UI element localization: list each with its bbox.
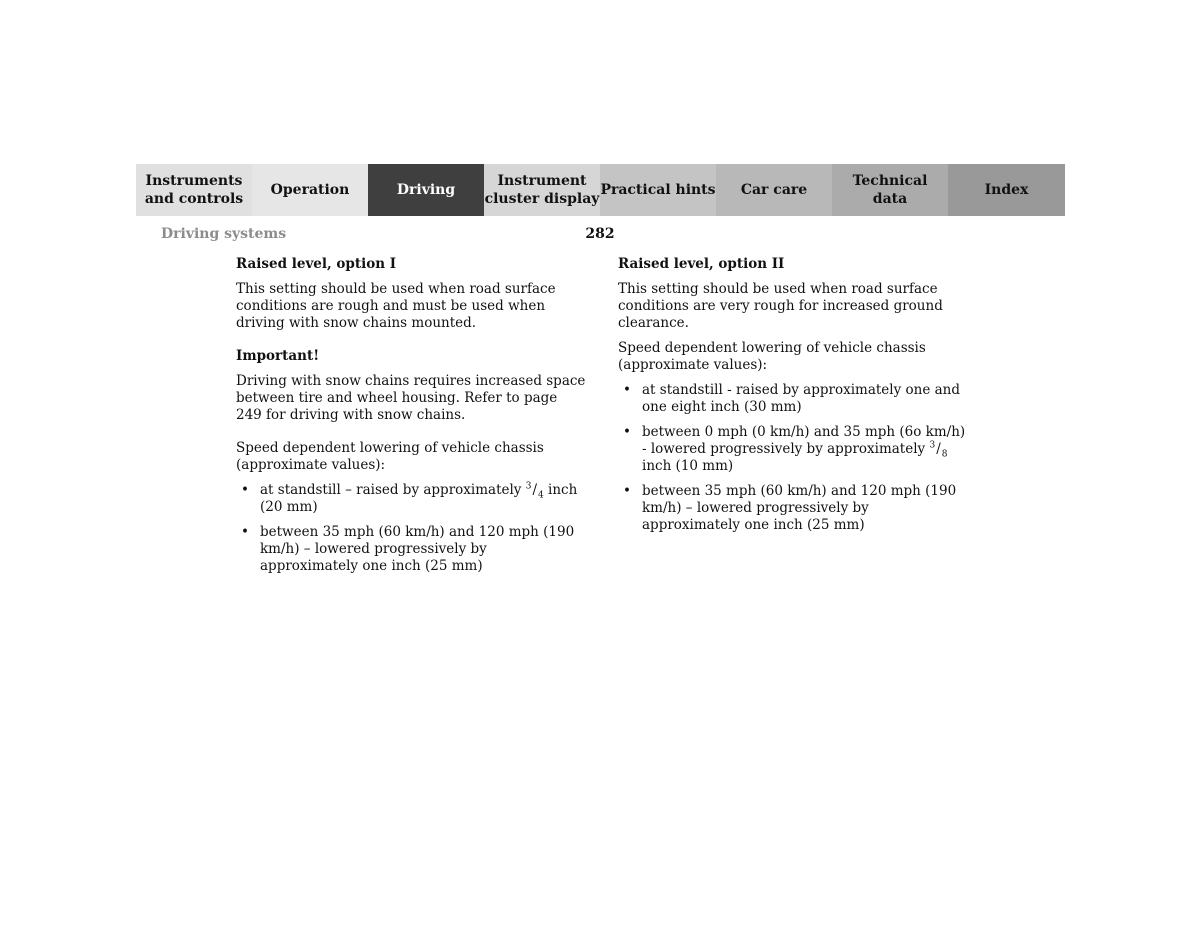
paragraph: Speed dependent lowering of vehicle chassis (approximate values):: [236, 440, 544, 473]
list-item: • between 0 mph (0 km/h) and 35 mph (6o km/h) - lowered progressively by approximately $^3/_8$ inch (10 mm): [623, 424, 966, 474]
bullet-icon: •: [623, 382, 631, 398]
paragraph: This setting should be used when road surface conditions are very rough for increased ground clearance.: [618, 281, 943, 331]
left-column: [236, 256, 586, 583]
bullet-list: [236, 482, 586, 575]
fraction: $^3/_8$: [929, 440, 948, 460]
heading-raised-level-option-2: Raised level, option II: [618, 256, 785, 272]
right-column: [618, 256, 968, 542]
bullet-icon: •: [241, 482, 249, 498]
bullet-list: [618, 382, 968, 534]
section-title: Driving systems: [161, 226, 287, 242]
paragraph: Driving with snow chains requires increased space between tire and wheel housing. Refer to page 249 for driving with snow chains.: [236, 373, 586, 423]
tab-label: Operation: [270, 182, 350, 198]
paragraph: Speed dependent lowering of vehicle chassis (approximate values):: [618, 340, 926, 373]
tab-label: Instruments and controls: [144, 173, 244, 207]
fraction: $^3/_4$: [525, 481, 544, 501]
list-item: • at standstill – raised by approximately $^3/_4$ inch (20 mm): [241, 481, 578, 515]
tab-label: Car care: [740, 182, 808, 198]
bullet-icon: •: [623, 424, 631, 440]
bullet-icon: •: [623, 483, 631, 499]
tab-label: Driving: [396, 182, 456, 198]
bullet-icon: •: [241, 524, 249, 540]
tab-car-care[interactable]: [716, 164, 832, 216]
tab-instruments-and-controls[interactable]: [136, 164, 252, 216]
tab-label: Index: [984, 182, 1029, 198]
heading-important: Important!: [236, 348, 320, 364]
tab-index[interactable]: [948, 164, 1065, 216]
tab-technical-data[interactable]: [832, 164, 948, 216]
chapter-tab-bar: [136, 164, 1065, 216]
tab-label: Technical data: [852, 173, 928, 207]
tab-instrument-cluster-display[interactable]: [484, 164, 600, 216]
heading-raised-level-option-1: Raised level, option I: [236, 256, 397, 272]
list-item: • between 35 mph (60 km/h) and 120 mph (190 km/h) – lowered progressively by approximately one inch (25 mm): [623, 483, 957, 533]
page-number: 282: [585, 226, 615, 242]
tab-label: Practical hints: [600, 182, 716, 198]
tab-driving[interactable]: [368, 164, 484, 216]
list-item: • between 35 mph (60 km/h) and 120 mph (190 km/h) – lowered progressively by approximately one inch (25 mm): [241, 524, 575, 574]
paragraph: This setting should be used when road surface conditions are rough and must be used when driving with snow chains mounted.: [236, 281, 556, 331]
tab-label: Instrument cluster display: [484, 173, 600, 207]
tab-practical-hints[interactable]: [600, 164, 716, 216]
tab-operation[interactable]: [252, 164, 368, 216]
list-item: • at standstill - raised by approximately one and one eight inch (30 mm): [623, 382, 961, 415]
